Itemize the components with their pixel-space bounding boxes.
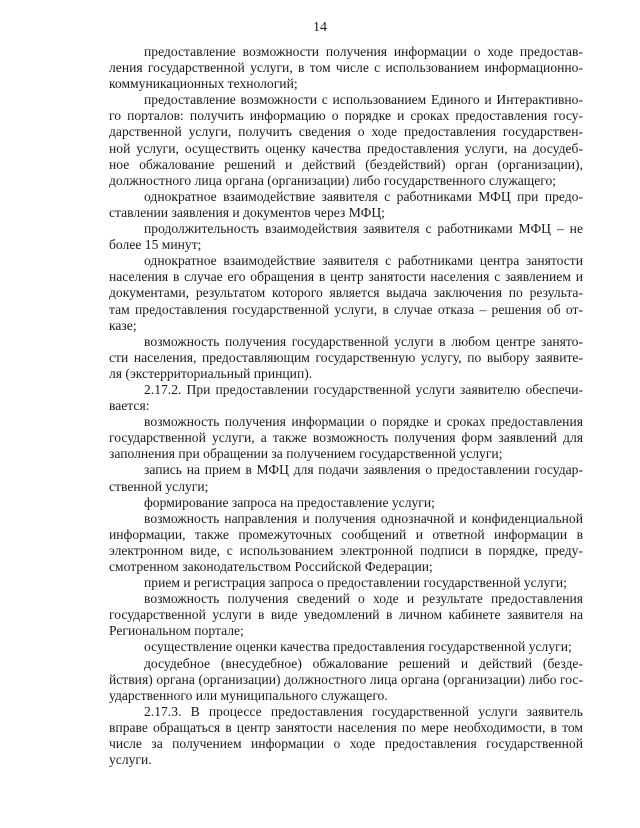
text-line: ное обжалование решений и действий (бездействий) орган (организации),: [109, 156, 583, 172]
text-line: возможность получения сведений о ходе и результате предоставления: [144, 591, 583, 607]
text-line: 2.17.2. При предоставлении государственной услуги заявителю обеспечи-: [144, 381, 583, 397]
text-line: предоставление возможности с использованием Единого и Интерактивно-: [144, 92, 583, 108]
text-line: ударственного или муниципального служащего.: [109, 687, 388, 703]
paragraph: [109, 253, 583, 333]
paragraph: [109, 462, 583, 494]
text-line: ставлении заявления и документов через МФЦ;: [109, 204, 385, 220]
text-line: документами, результатом которого является выдача заключения по результа-: [109, 285, 583, 301]
text-line: более 15 минут;: [109, 237, 202, 253]
text-line: продолжительность взаимодействия заявителя с работниками МФЦ – не: [144, 221, 583, 237]
paragraph: [109, 591, 583, 639]
text-line: там предоставления государственной услуги, в случае отказа – решения об от-: [109, 301, 583, 317]
paragraph: [109, 334, 583, 382]
text-line: государственной услуги в виде уведомлений в личном кабинете заявителя на: [109, 607, 583, 623]
text-line: ной услуги, осуществить оценку качества предоставления услуги, на досудеб-: [109, 140, 583, 156]
paragraph: [109, 44, 583, 92]
text-line: однократное взаимодействие заявителя с работниками центра занятости: [144, 253, 583, 269]
text-line: возможность получения государственной услуги в любом центре занято-: [144, 333, 583, 349]
text-line: возможность получения информации о порядке и сроках предоставления: [144, 414, 583, 430]
text-line: заполнения при обращении за получением государственной услуги;: [109, 446, 503, 462]
paragraph: [109, 639, 583, 655]
paragraph: [109, 414, 583, 462]
text-line: ления государственной услуги, в том числе с использованием информационно-: [109, 60, 583, 76]
text-line: должностного лица органа (организации) либо государственного служащего;: [109, 172, 557, 188]
paragraph: [109, 221, 583, 253]
text-line: формирование запроса на предоставление услуги;: [144, 494, 435, 510]
text-line: Региональном портале;: [109, 623, 244, 639]
text-line: смотренном законодательством Российской Федерации;: [109, 559, 433, 574]
paragraph: [109, 92, 583, 189]
text-line: электронном виде, с использованием электронной подписи в порядке, преду-: [109, 542, 583, 558]
text-line: запись на прием в МФЦ для подачи заявления о предоставлении государ-: [144, 462, 583, 478]
text-line: сти населения, предоставляющим государственную услугу, по выбору заявите-: [109, 349, 583, 365]
paragraph: [109, 495, 583, 511]
text-line: информации, также промежуточных сообщений и ответной информации в: [109, 526, 583, 542]
text-line: ля (экстерриториальный принцип).: [109, 365, 313, 381]
paragraph: [109, 382, 583, 414]
text-line: населения в случае его обращения в центр занятости населения с заявлением и: [109, 269, 583, 285]
text-line: дарственной услуги, получить сведения о ходе предоставления государствен-: [109, 124, 583, 140]
paragraph: [109, 511, 583, 575]
paragraph: [109, 656, 583, 704]
paragraph: [109, 189, 583, 221]
text-line: вается:: [109, 398, 150, 414]
text-line: числе за получением информации о ходе предоставления государственной: [109, 736, 583, 752]
text-line: досудебное (внесудебное) обжалование решений и действий (безде-: [144, 655, 583, 671]
page-number: 14: [313, 20, 327, 35]
text-line: возможность направления и получения однозначной и конфиденциальной: [144, 510, 583, 526]
document-body: [109, 44, 583, 768]
paragraph: [109, 575, 583, 591]
text-line: коммуникационных технологий;: [109, 76, 298, 92]
text-line: осуществление оценки качества предоставления государственной услуги;: [144, 639, 572, 655]
text-line: услуги.: [109, 752, 152, 768]
text-line: государственной услуги, а также возможность получения форм заявлений для: [109, 430, 583, 446]
text-line: йствия) органа (организации) должностного лица органа (организации) либо гос-: [109, 671, 583, 687]
text-line: ственной услуги;: [109, 478, 209, 494]
text-line: казе;: [109, 317, 137, 333]
text-line: предоставление возможности получения информации о ходе предостав-: [144, 44, 583, 59]
text-line: прием и регистрация запроса о предоставлении государственной услуги;: [144, 575, 567, 591]
text-line: го порталов: получить информацию о порядке и сроках предоставления госу-: [109, 108, 583, 124]
text-line: 2.17.3. В процессе предоставления государственной услуги заявитель: [144, 703, 583, 719]
text-line: вправе обращаться в центр занятости населения по мере необходимости, в том: [109, 719, 583, 735]
paragraph: [109, 704, 583, 768]
text-line: однократное взаимодействие заявителя с работниками МФЦ при предо-: [144, 188, 583, 204]
